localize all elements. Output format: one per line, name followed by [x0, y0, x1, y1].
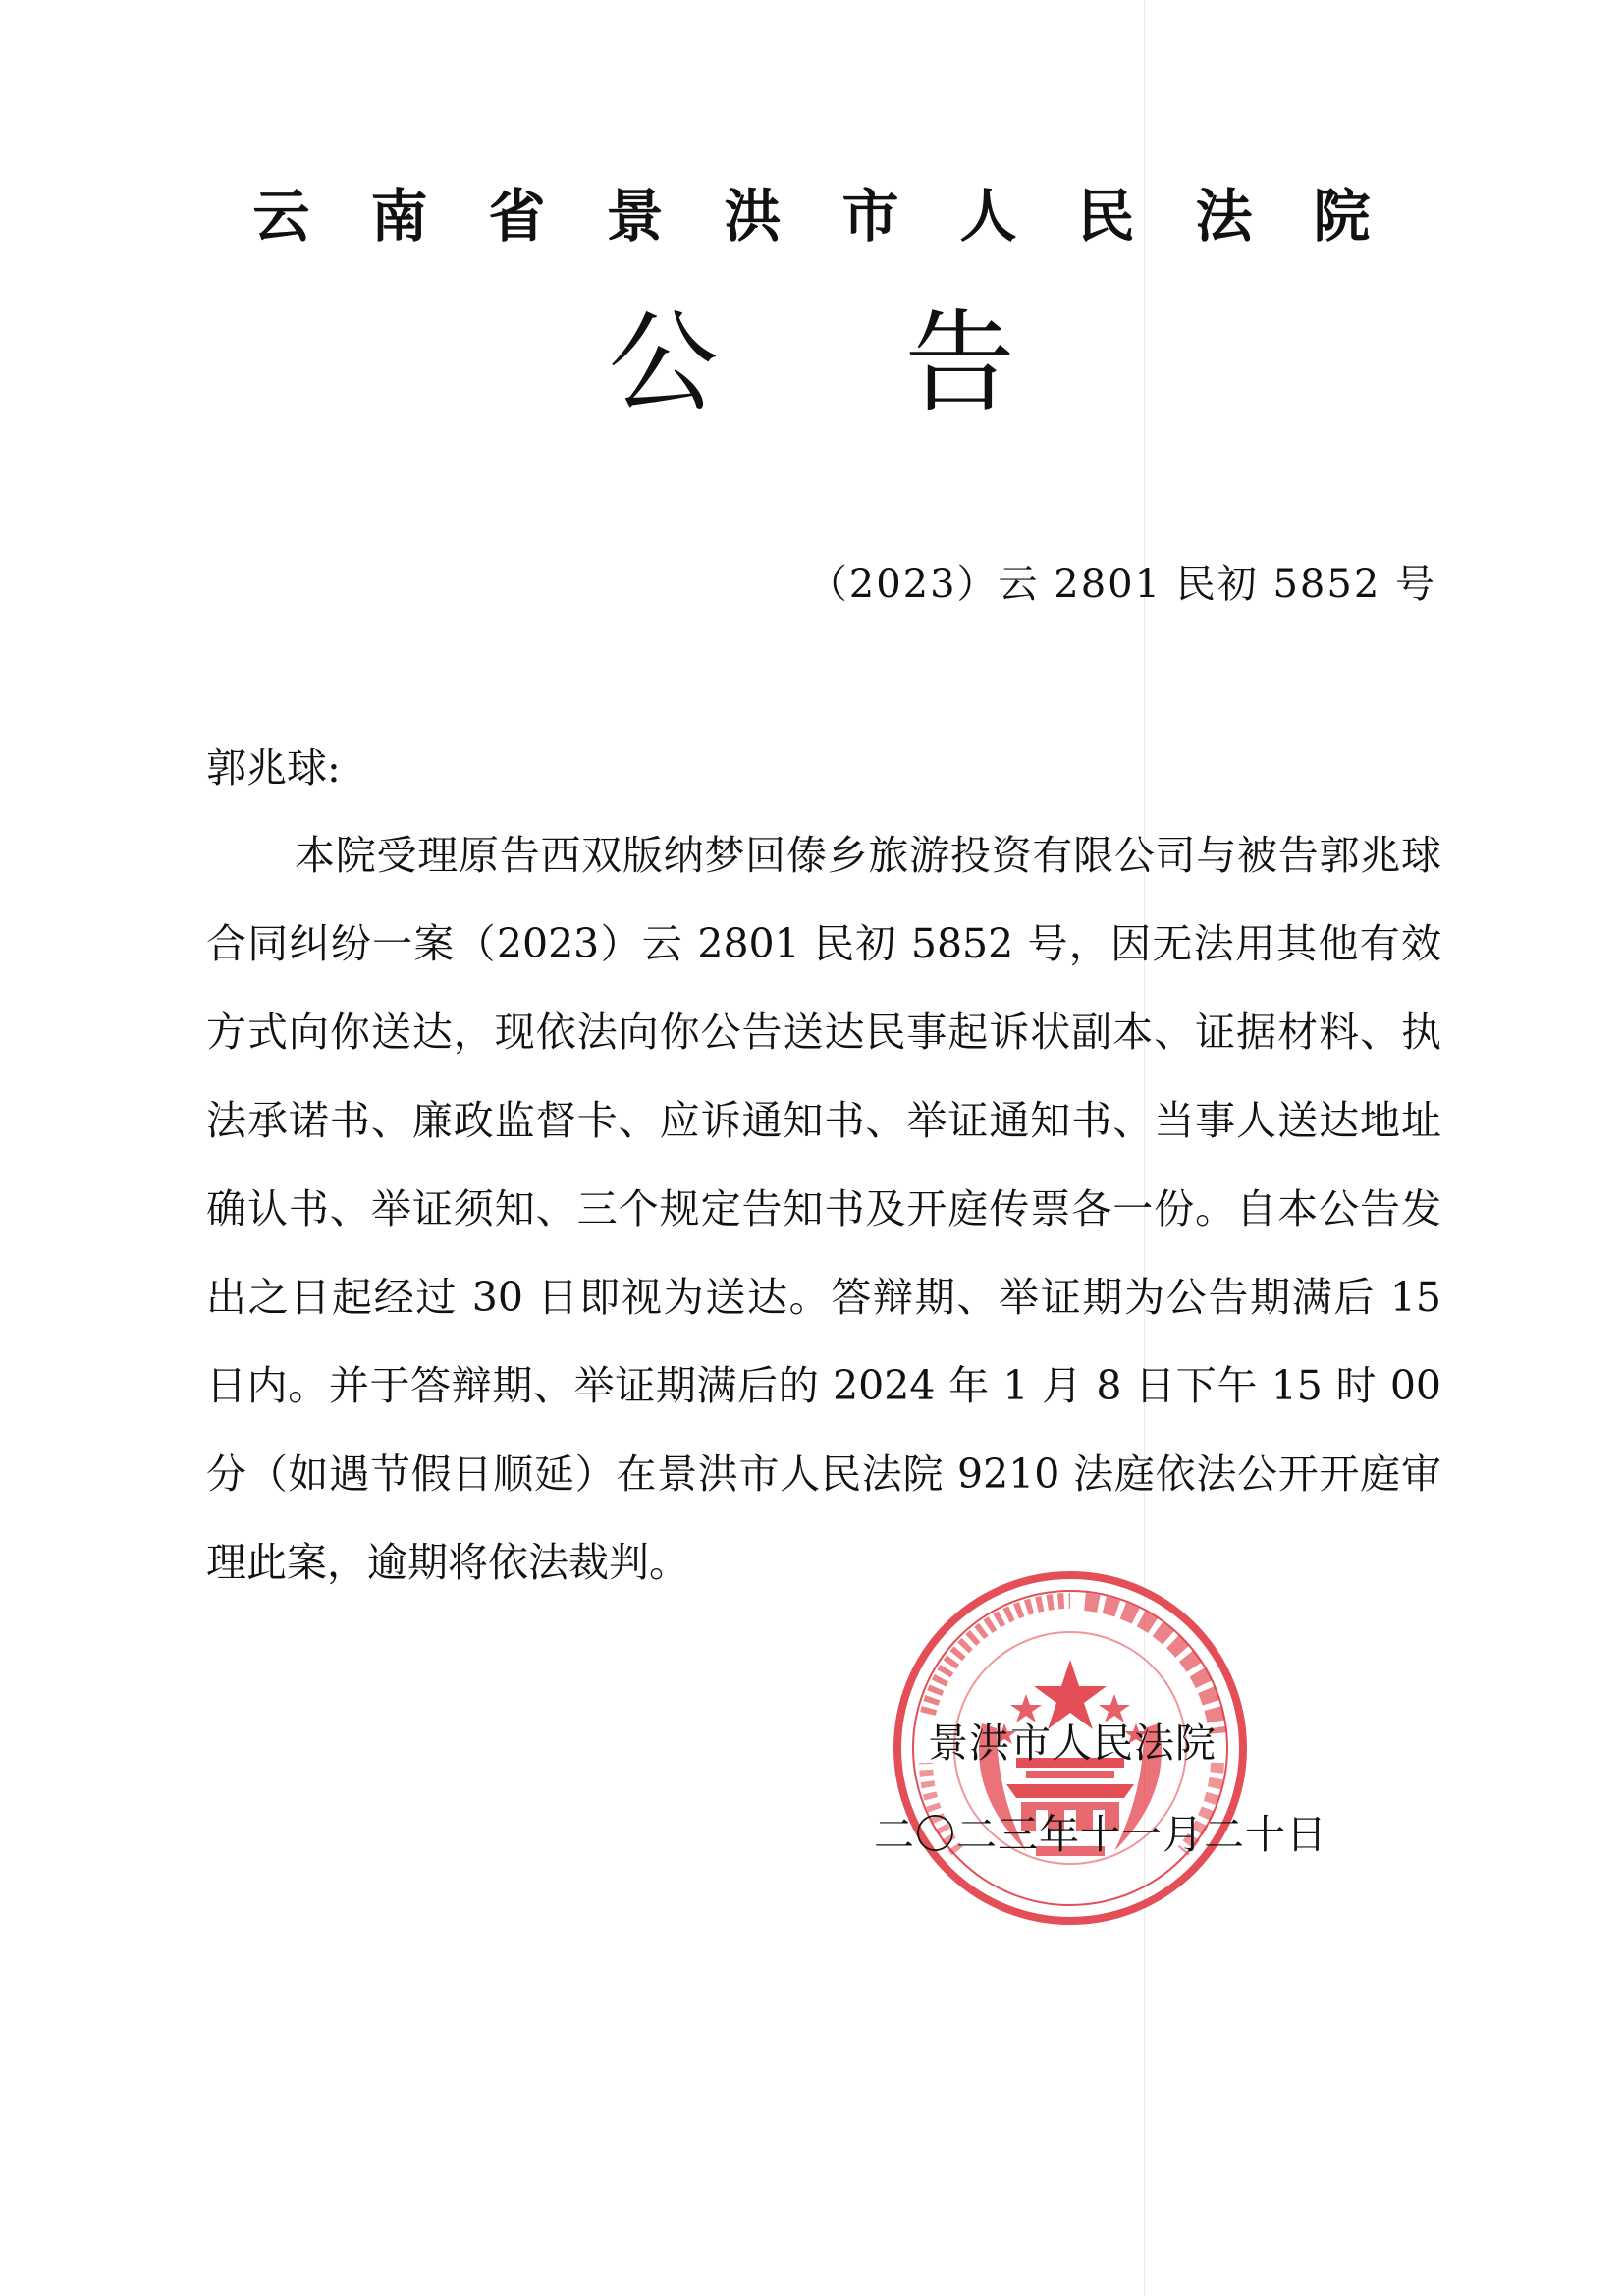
document-title: 公告 [608, 300, 1202, 427]
signature-date: 二〇二三年十一月二十日 [874, 1811, 1327, 1858]
case-number: （2023）云 2801 民初 5852 号 [807, 562, 1436, 607]
notice-body: 本院受理原告西双版纳梦回傣乡旅游投资有限公司与被告郭兆球合同纠纷一案（2023）云 2801 民初 5852 号，因无法用其他有效方式向你送达，现依法向你公告送达民事起诉状副本、证据材料、执法承诺书、廉政监督卡、应诉通知书、举证通知书、当事人送达地址确认书、举证须知、三个规定告知书及开庭传票各一份。自本公告发出之日起经过 30 日即视为送达。答辩期、举证期为公告期满后 15 日内。并于答辩期、举证期满后的 2024 年 1 月 8 日下午 15 时 00 分（如遇节假日顺延）在景洪市人民法院 9210 法庭依法公开开庭审理此案，逾期将依法裁判。 [206, 832, 1441, 1586]
addressee: 郭兆球: [206, 744, 341, 792]
signature-court-name: 景洪市人民法院 [928, 1720, 1217, 1767]
court-name-heading: 云南省景洪市人民法院 [252, 183, 1432, 249]
